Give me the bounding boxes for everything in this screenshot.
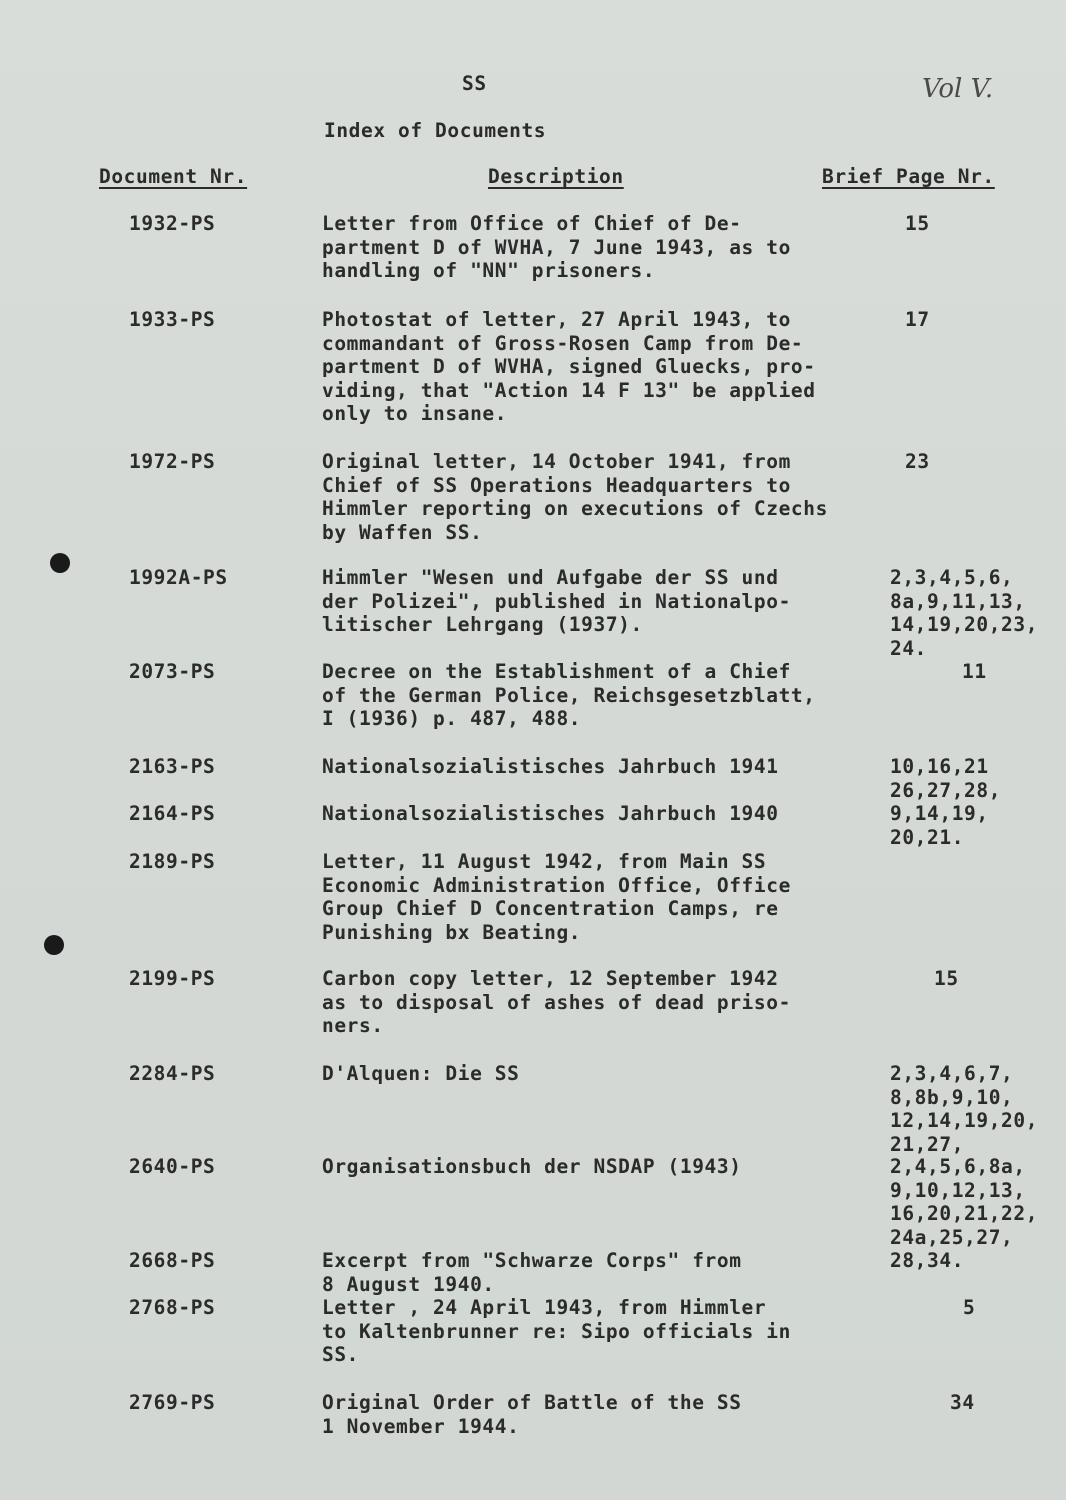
- description-line: 1 November 1944.: [322, 1414, 520, 1438]
- page-numbers: 28,34.: [890, 1249, 965, 1272]
- document-number: 1972-PS: [129, 450, 216, 473]
- description-line: only to insane.: [322, 402, 508, 425]
- column-header-description: Description: [488, 165, 624, 188]
- description-line: as to disposal of ashes of dead priso-: [322, 990, 791, 1014]
- column-header-document: Document Nr.: [99, 165, 248, 188]
- description-line: viding, that "Action 14 F 13" be applied: [322, 378, 816, 402]
- description-line: handling of "NN" prisoners.: [322, 259, 656, 282]
- description-line: Letter , 24 April 1943, from Himmler: [322, 1296, 767, 1319]
- page-numbers: 26,27,28,: [890, 778, 1002, 802]
- document-number: 2189-PS: [129, 850, 216, 873]
- punch-hole-upper: [50, 553, 70, 573]
- document-number: 2640-PS: [129, 1155, 216, 1178]
- page-numbers: 11: [962, 660, 987, 683]
- description-line: Chief of SS Operations Headquarters to: [322, 473, 791, 497]
- description-line: Nationalsozialistisches Jahrbuch 1941: [322, 755, 779, 778]
- page-numbers: 10,16,21: [890, 755, 989, 778]
- description-line: SS.: [322, 1343, 360, 1366]
- description-line: Letter, 11 August 1942, from Main SS: [322, 850, 767, 873]
- page-numbers: 15: [934, 967, 959, 990]
- description-line: Photostat of letter, 27 April 1943, to: [322, 308, 791, 331]
- description-line: Punishing bx Beating.: [322, 920, 582, 944]
- description-line: litischer Lehrgang (1937).: [322, 613, 643, 636]
- page-numbers: 2,3,4,6,7,: [890, 1062, 1014, 1085]
- description-line: Economic Administration Office, Office: [322, 873, 791, 897]
- page-numbers: 20,21.: [890, 825, 965, 849]
- page-title: SS: [462, 72, 487, 95]
- page-numbers: 9,10,12,13,: [890, 1178, 1026, 1202]
- handwritten-note-text: Vol V.: [922, 74, 994, 104]
- description-line: partment D of WVHA, signed Gluecks, pro-: [322, 355, 816, 378]
- description-line: Carbon copy letter, 12 September 1942: [322, 967, 779, 990]
- punch-hole-lower: [44, 935, 64, 955]
- page-numbers: 9,14,19,: [890, 802, 989, 825]
- document-number: 2164-PS: [129, 802, 216, 825]
- description-line: Group Chief D Concentration Camps, re: [322, 897, 779, 920]
- page-numbers: 34: [950, 1391, 975, 1414]
- description-line: 8 August 1940.: [322, 1272, 495, 1296]
- description-line: Himmler "Wesen und Aufgabe der SS und: [322, 566, 779, 589]
- index-subtitle: Index of Documents: [324, 119, 547, 142]
- page-numbers: 24a,25,27,: [890, 1225, 1014, 1249]
- document-number: 2768-PS: [129, 1296, 216, 1319]
- page-numbers: 8,8b,9,10,: [890, 1085, 1014, 1109]
- page-numbers: 24.: [890, 636, 928, 660]
- description-line: I (1936) p. 487, 488.: [322, 707, 582, 730]
- handwritten-volume-note: [922, 74, 993, 104]
- document-number: 2769-PS: [129, 1391, 216, 1414]
- document-number: 1992A-PS: [129, 566, 228, 589]
- description-line: by Waffen SS.: [322, 520, 483, 544]
- description-line: Nationalsozialistisches Jahrbuch 1940: [322, 802, 779, 825]
- page-numbers: 14,19,20,23,: [890, 613, 1039, 636]
- description-line: of the German Police, Reichsgesetzblatt,: [322, 683, 816, 707]
- document-number: 2073-PS: [129, 660, 216, 683]
- page-numbers: 8a,9,11,13,: [890, 589, 1026, 613]
- page-numbers: 16,20,21,22,: [890, 1202, 1039, 1225]
- description-line: Excerpt from "Schwarze Corps" from: [322, 1249, 742, 1272]
- description-line: Letter from Office of Chief of De-: [322, 212, 742, 235]
- description-line: Original Order of Battle of the SS: [322, 1391, 742, 1414]
- document-number: 2163-PS: [129, 755, 216, 778]
- page-numbers: 21,27,: [890, 1132, 965, 1156]
- page-numbers: 17: [905, 308, 930, 331]
- document-number: 1933-PS: [129, 308, 216, 331]
- page-numbers: 2,3,4,5,6,: [890, 566, 1014, 589]
- page-numbers: 15: [905, 212, 930, 235]
- page-numbers: 2,4,5,6,8a,: [890, 1155, 1026, 1178]
- description-line: Himmler reporting on executions of Czechs: [322, 497, 828, 520]
- description-line: der Polizei", published in Nationalpo-: [322, 589, 791, 613]
- document-number: 2668-PS: [129, 1249, 216, 1272]
- column-header-page: Brief Page Nr.: [822, 165, 995, 188]
- page-numbers: 12,14,19,20,: [890, 1109, 1039, 1132]
- description-line: commandant of Gross-Rosen Camp from De-: [322, 331, 804, 355]
- description-line: Organisationsbuch der NSDAP (1943): [322, 1155, 742, 1178]
- description-line: D'Alquen: Die SS: [322, 1062, 520, 1085]
- page-numbers: 23: [905, 450, 930, 473]
- document-number: 2284-PS: [129, 1062, 216, 1085]
- description-line: Decree on the Establishment of a Chief: [322, 660, 791, 683]
- page-numbers: 5: [963, 1296, 976, 1319]
- description-line: ners.: [322, 1014, 384, 1037]
- description-line: to Kaltenbrunner re: Sipo officials in: [322, 1319, 791, 1343]
- description-line: Original letter, 14 October 1941, from: [322, 450, 791, 473]
- description-line: partment D of WVHA, 7 June 1943, as to: [322, 235, 791, 259]
- document-number: 2199-PS: [129, 967, 216, 990]
- document-number: 1932-PS: [129, 212, 216, 235]
